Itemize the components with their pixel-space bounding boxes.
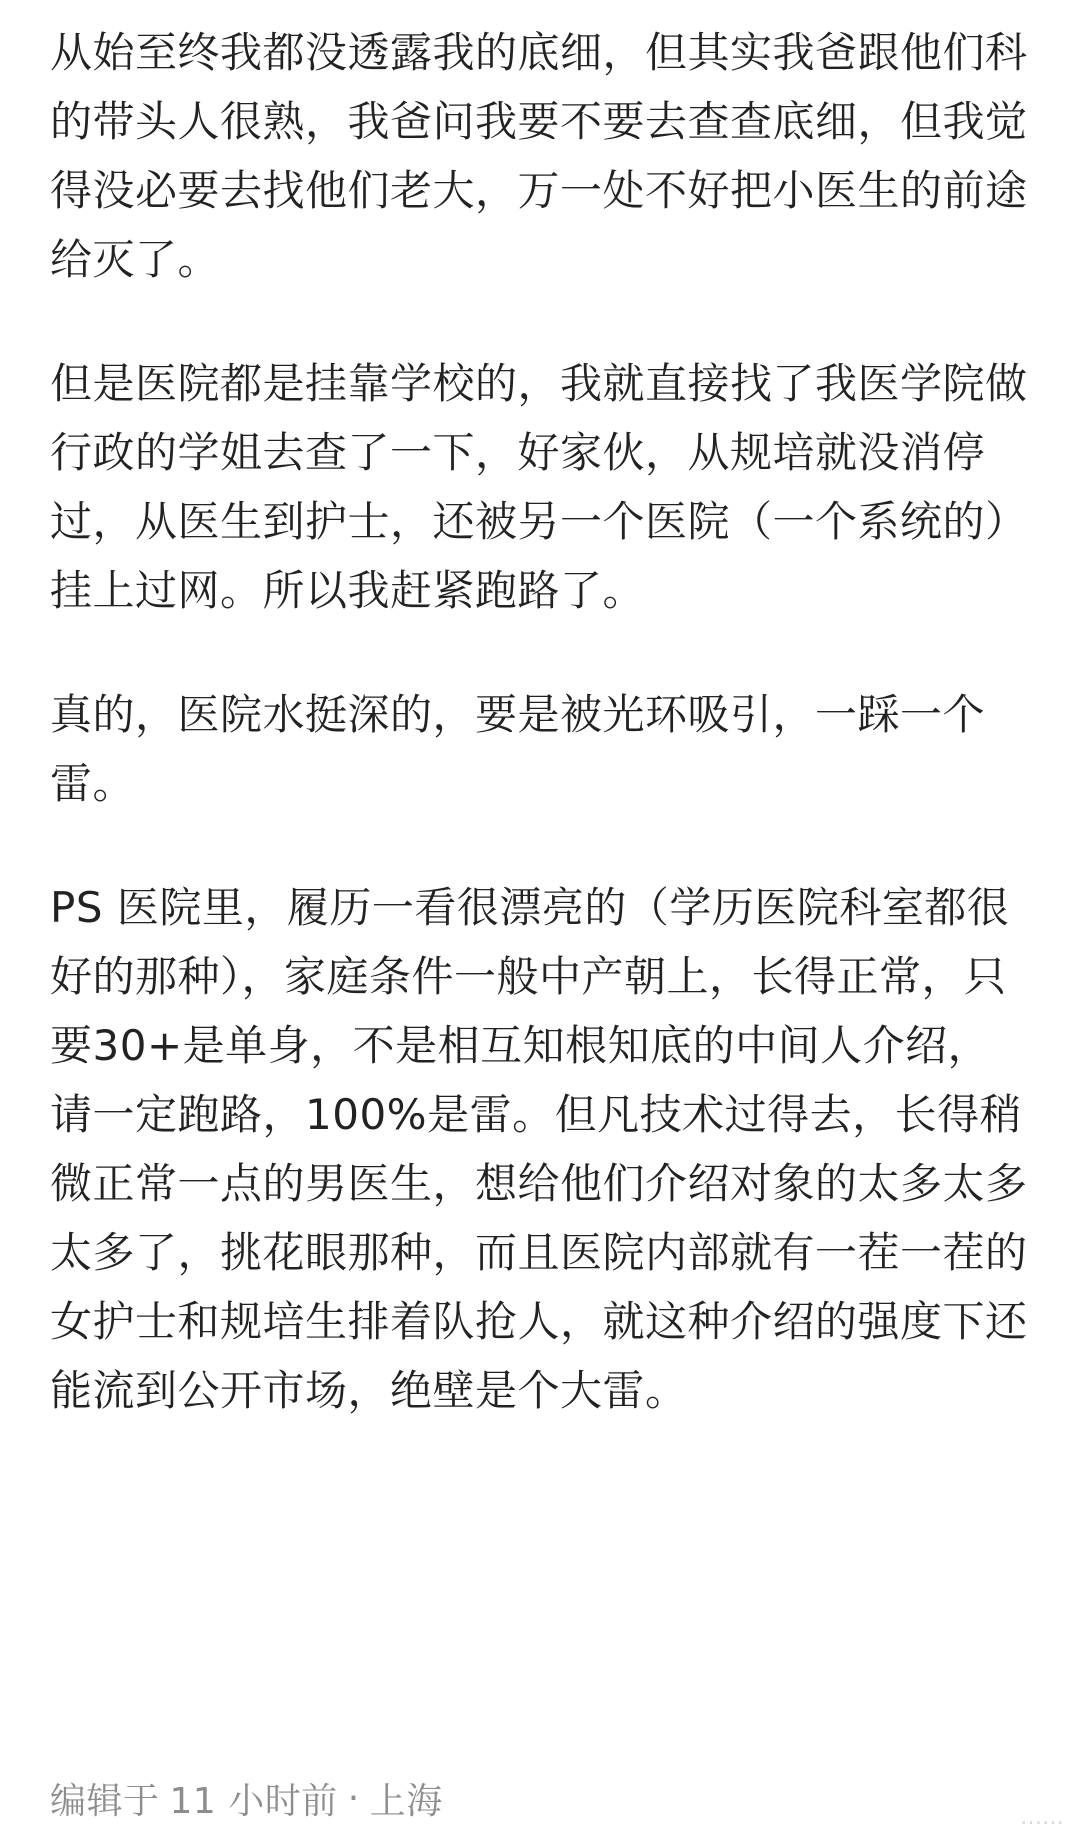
watermark: …… [1020, 1805, 1064, 1830]
post-meta [50, 1768, 443, 1828]
post-paragraph-4: PS 医院里，履历一看很漂亮的（学历医院科室都很好的那种），家庭条件一般中产朝上，长得正常，只要30+是单身，不是相互知根知底的中间人介绍，请一定跑路，100%是雷。但凡技术过得去，长得稍微正常一点的男医生，想给他们介绍对象的太多太多太多了，挑花眼那种，而且医院内部就有一茬一茬的女护士和规培生排着队抢人，就这种介绍的强度下还能流到公开市场，绝壁是个大雷。 [50, 883, 1028, 1415]
post-paragraph-1: 从始至终我都没透露我的底细，但其实我爸跟他们科的带头人很熟，我爸问我要不要去查查底细，但我觉得没必要去找他们老大，万一处不好把小医生的前途给灭了。 [50, 28, 1028, 284]
post-paragraph-3: 真的，医院水挺深的，要是被光环吸引，一踩一个雷。 [50, 690, 986, 808]
edited-label: 编辑于 [50, 1780, 160, 1822]
post-body [50, 18, 1030, 1425]
ip-location: 上海 [369, 1780, 443, 1822]
edited-time: 11 小时前 [169, 1780, 338, 1822]
post-paragraph-2: 但是医院都是挂靠学校的，我就直接找了我医学院做行政的学姐去查了一下，好家伙，从规培就没消停过，从医生到护士，还被另一个医院（一个系统的）挂上过网。所以我赶紧跑路了。 [50, 359, 1028, 615]
meta-separator: · [347, 1777, 360, 1819]
